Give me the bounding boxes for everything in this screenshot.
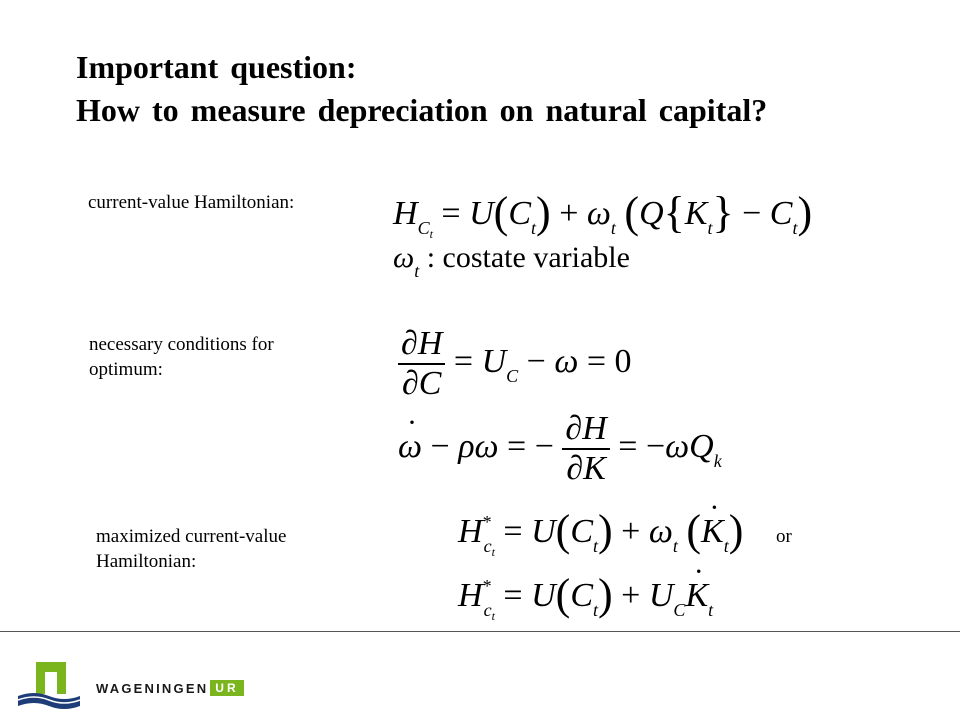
footer-divider	[0, 631, 960, 632]
equation-maximized-1: $H^*_{c_t} = U(C_t) + \omega_t$ (· $K_t$)	[458, 506, 743, 550]
label-hamiltonian: current-value Hamiltonian:	[88, 192, 295, 213]
brand-text: WAGENINGEN	[96, 680, 209, 696]
equation-maximized-2: $H^*_{c_t} = U(C_t) + U_C\cdot K_t$	[458, 570, 713, 614]
equation-costate-dynamics: · ω − ρω = − $\frac{\partial H}{\partial K}$ = $-\omega Q_k$	[398, 412, 722, 486]
wageningen-logo-icon	[14, 660, 84, 712]
label-maximized-line-1: maximized current-value	[96, 526, 287, 547]
title-line-1: Important question:	[76, 49, 357, 85]
label-or: or	[776, 526, 792, 547]
label-necessary-line-1: necessary conditions for	[89, 334, 274, 355]
equation-foc-consumption: $\frac{\partial H}{\partial C}$ = $U_C - \omega = 0$	[398, 327, 632, 401]
equation-costate: $\omega_t$ : costate variable	[393, 241, 630, 281]
slide-title	[76, 46, 767, 132]
brand-wordmark	[96, 679, 244, 697]
brand-suffix-badge: UR	[210, 680, 243, 696]
label-maximized-hamiltonian	[96, 524, 286, 574]
label-necessary-line-2: optimum:	[89, 359, 163, 380]
equation-hamiltonian: $H_{C_t} = U(C_t) + \omega_t$ $(Q\{K_t\} - C_t)$	[393, 188, 813, 241]
label-maximized-line-2: Hamiltonian:	[96, 551, 197, 572]
label-necessary-conditions	[89, 332, 274, 382]
title-line-2: How to measure depreciation on natural capital?	[76, 92, 768, 128]
